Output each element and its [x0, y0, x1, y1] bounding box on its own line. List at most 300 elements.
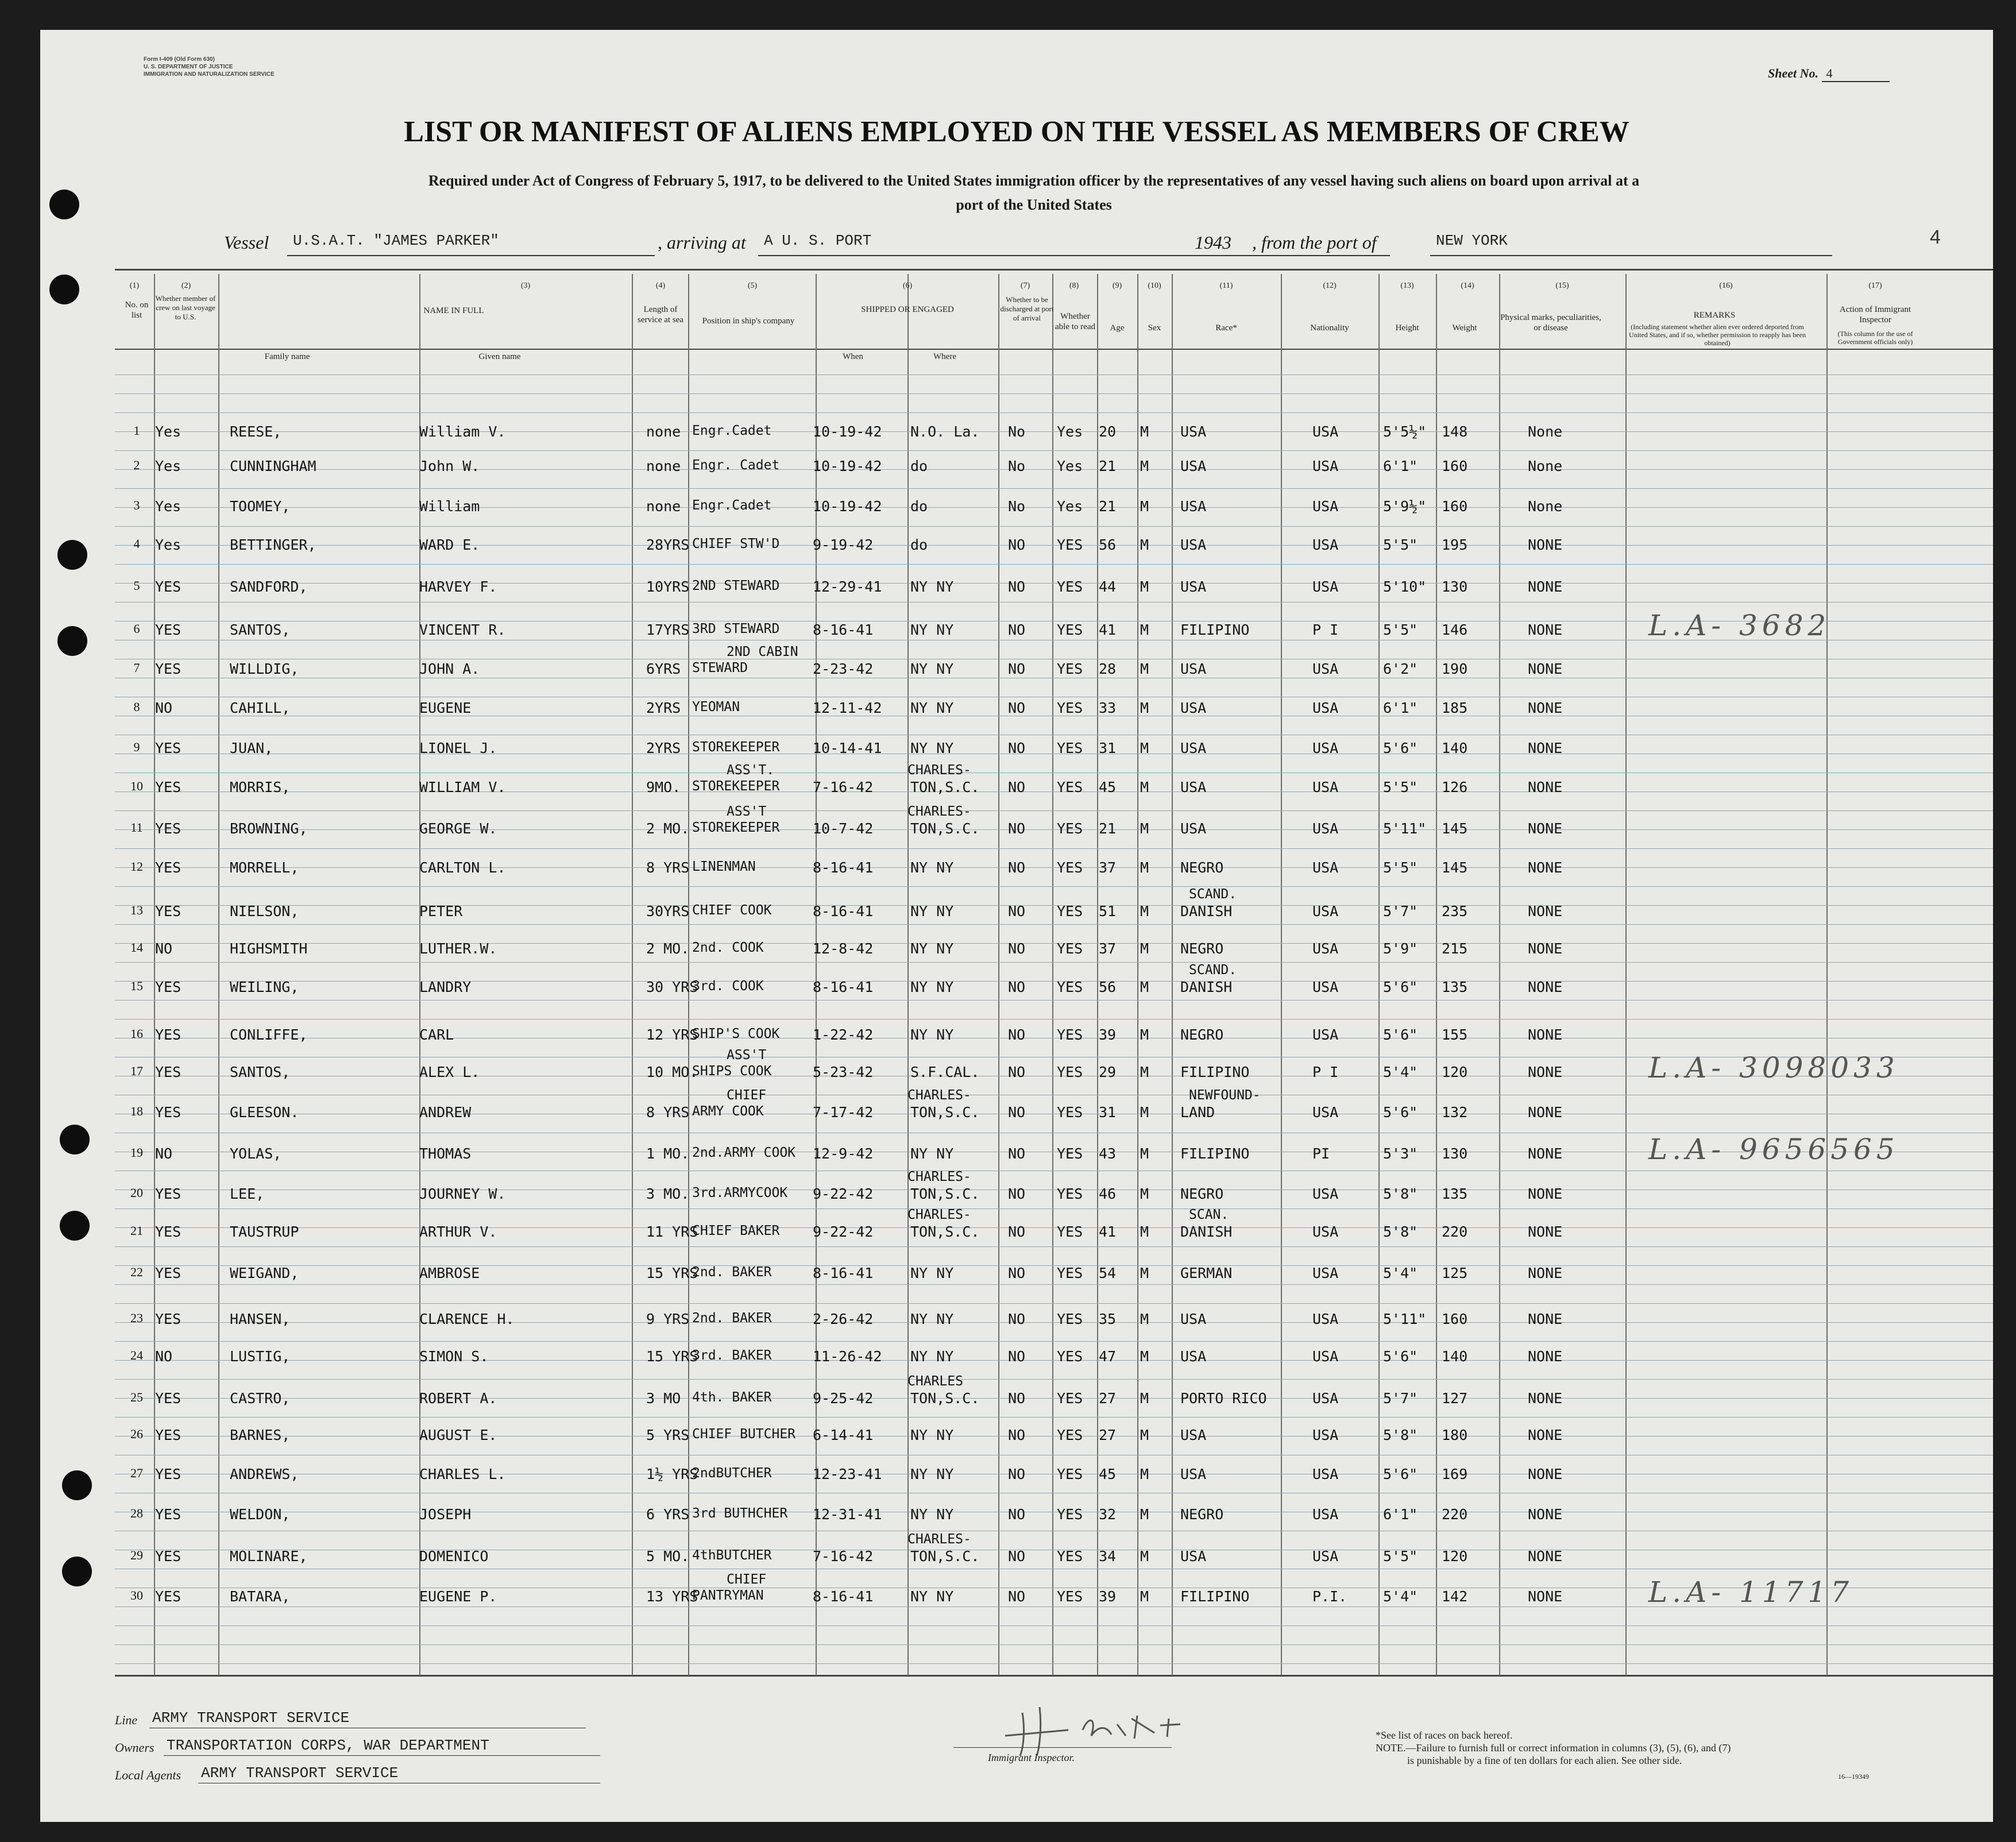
family-name: NIELSON, — [230, 903, 299, 920]
length-of-service: 1½ YRS — [646, 1466, 698, 1482]
column-number: (6) — [902, 281, 913, 290]
ruled-line — [115, 1341, 1993, 1342]
family-name: MORRIS, — [230, 779, 291, 796]
column-number: (17) — [1868, 281, 1882, 290]
shipped-when: 7-16-42 — [813, 1548, 874, 1565]
length-of-service: 15 YRS — [646, 1265, 698, 1281]
height: 5'5" — [1383, 1548, 1418, 1565]
to-be-discharged: NO — [1008, 1506, 1026, 1523]
ship-position: 2nd. BAKER — [692, 1311, 772, 1326]
row-number: 5 — [133, 578, 140, 593]
able-to-read: YES — [1057, 1588, 1083, 1605]
nationality: USA — [1312, 1390, 1339, 1407]
length-of-service: none — [646, 423, 681, 440]
shipped-where-prefix: CHARLES- — [907, 1207, 971, 1222]
crew-last-voyage: YES — [155, 578, 181, 595]
sex: M — [1140, 458, 1149, 474]
row-number: 1 — [133, 423, 140, 438]
punch-hole — [57, 626, 87, 656]
physical-marks: None — [1528, 423, 1563, 440]
ship-position: SHIPS COOK — [692, 1064, 772, 1079]
crew-last-voyage: YES — [155, 820, 181, 837]
age: 20 — [1099, 423, 1117, 440]
ruled-line — [115, 1398, 1993, 1399]
page-subtitle — [172, 169, 1895, 217]
race: USA — [1180, 1311, 1207, 1327]
inspector-underline — [953, 1747, 1172, 1748]
shipped-when: 12-29-41 — [813, 578, 882, 595]
shipped-where-prefix: CHARLES- — [907, 1169, 971, 1184]
crew-last-voyage: YES — [155, 621, 181, 638]
height: 5'11" — [1383, 820, 1427, 837]
row-number: 2 — [133, 458, 140, 472]
family-name: CAHILL, — [230, 700, 291, 716]
column-divider — [1436, 274, 1437, 1675]
column-number: (10) — [1148, 281, 1161, 290]
to-be-discharged: NO — [1008, 1466, 1026, 1482]
vessel-underline — [287, 255, 655, 256]
length-of-service: 17YRS — [646, 621, 690, 638]
weight: 155 — [1442, 1026, 1468, 1043]
race: USA — [1180, 1427, 1207, 1443]
to-be-discharged: NO — [1008, 1026, 1026, 1043]
ruled-line — [115, 791, 1993, 792]
length-of-service: 10 MO. — [646, 1064, 698, 1080]
race: USA — [1180, 700, 1207, 716]
line-label: Line — [115, 1713, 138, 1727]
height: 6'1" — [1383, 1506, 1418, 1523]
race: NEGRO — [1180, 940, 1224, 957]
able-to-read: Yes — [1057, 458, 1083, 474]
form-id-block — [144, 56, 275, 78]
crew-last-voyage: YES — [155, 979, 181, 995]
column-divider — [1499, 274, 1500, 1675]
shipped-where-prefix: CHARLES- — [907, 763, 971, 778]
column-number: (4) — [655, 281, 666, 290]
race: USA — [1180, 423, 1207, 440]
family-name: REESE, — [230, 423, 282, 440]
ruled-line — [115, 1208, 1993, 1209]
physical-marks: None — [1528, 458, 1563, 474]
given-name: EUGENE — [419, 700, 472, 716]
ruled-line — [115, 829, 1993, 830]
physical-marks: NONE — [1528, 740, 1563, 756]
height: 5'6" — [1383, 1026, 1418, 1043]
race: USA — [1180, 779, 1207, 796]
shipped-where: TON,S.C. — [910, 1390, 980, 1407]
nationality: USA — [1312, 740, 1339, 756]
weight: 160 — [1442, 498, 1468, 515]
given-name: GEORGE W. — [419, 820, 497, 837]
shipped-where-prefix: CHARLES- — [907, 804, 971, 819]
family-name: MORRELL, — [230, 859, 299, 876]
given-name: SIMON S. — [419, 1348, 489, 1365]
height: 5'6" — [1383, 1466, 1418, 1482]
height: 5'8" — [1383, 1185, 1418, 1202]
able-to-read: YES — [1057, 1466, 1083, 1482]
from-port-label: , from the port of — [1252, 232, 1377, 253]
given-name: CLARENCE H. — [419, 1311, 515, 1327]
nationality: PI — [1312, 1145, 1330, 1162]
owners-value: TRANSPORTATION CORPS, WAR DEPARTMENT — [167, 1737, 489, 1754]
handwritten-remark: L.A- 3098033 — [1648, 1051, 1899, 1084]
nationality: USA — [1312, 903, 1339, 920]
physical-marks: NONE — [1528, 700, 1563, 716]
row-number: 25 — [130, 1390, 143, 1404]
ruled-line — [115, 1360, 1993, 1361]
weight: 220 — [1442, 1506, 1468, 1523]
shipped-where: do — [910, 498, 928, 515]
length-of-service: 6 YRS — [646, 1506, 690, 1523]
ship-position-prefix: 2ND CABIN — [727, 644, 798, 659]
punch-hole — [49, 275, 79, 304]
height: 5'6" — [1383, 1348, 1418, 1365]
column-divider — [1378, 274, 1380, 1675]
col-header-action: Action of Immigrant Inspector — [1839, 305, 1911, 325]
sex: M — [1140, 1311, 1149, 1327]
weight: 146 — [1442, 621, 1468, 638]
ruled-line — [115, 810, 1993, 811]
able-to-read: YES — [1057, 1185, 1083, 1202]
col-header-given: Given name — [478, 352, 521, 361]
height: 5'8" — [1383, 1223, 1418, 1240]
ship-position: STOREKEEPER — [692, 779, 780, 794]
height: 5'4" — [1383, 1265, 1418, 1281]
crew-last-voyage: NO — [155, 1145, 173, 1162]
row-number: 4 — [133, 536, 140, 551]
nationality: USA — [1312, 940, 1339, 957]
sex: M — [1140, 423, 1149, 440]
family-name: CUNNINGHAM — [230, 458, 316, 474]
race: USA — [1180, 536, 1207, 553]
shipped-where: NY NY — [910, 661, 954, 677]
race-prefix: SCAN. — [1189, 1207, 1229, 1222]
ruled-line — [115, 545, 1993, 546]
to-be-discharged: NO — [1008, 859, 1026, 876]
race: USA — [1180, 1466, 1207, 1482]
ruled-line — [115, 1379, 1993, 1380]
given-name: LUTHER.W. — [419, 940, 497, 957]
column-divider — [154, 274, 155, 1675]
crew-last-voyage: YES — [155, 1185, 181, 1202]
ship-position: 2ndBUTCHER — [692, 1466, 772, 1481]
shipped-where: NY NY — [910, 1466, 954, 1482]
shipped-when: 8-16-41 — [813, 621, 874, 638]
shipped-where: NY NY — [910, 859, 954, 876]
shipped-when: 12-8-42 — [813, 940, 874, 957]
given-name: ARTHUR V. — [419, 1223, 497, 1240]
vessel-name: U.S.A.T. "JAMES PARKER" — [293, 232, 499, 249]
nationality: USA — [1312, 1104, 1339, 1121]
shipped-when: 9-25-42 — [813, 1390, 874, 1407]
age: 34 — [1099, 1548, 1117, 1565]
shipped-when: 11-26-42 — [813, 1348, 882, 1365]
given-name: AMBROSE — [419, 1265, 480, 1281]
ruled-line — [115, 1322, 1993, 1323]
ruled-line — [115, 943, 1993, 944]
nationality: USA — [1312, 1348, 1339, 1365]
crew-last-voyage: Yes — [155, 423, 181, 440]
inspector-label: Immigrant Inspector. — [988, 1752, 1075, 1763]
ship-position: LINENMAN — [692, 859, 756, 874]
to-be-discharged: NO — [1008, 1588, 1026, 1605]
height: 6'2" — [1383, 661, 1418, 677]
given-name: JOSEPH — [419, 1506, 472, 1523]
arriving-port: A U. S. PORT — [764, 232, 872, 249]
sex: M — [1140, 1506, 1149, 1523]
to-be-discharged: NO — [1008, 621, 1026, 638]
ruled-line — [115, 431, 1993, 432]
col-header-discharged: Whether to be discharged at port of arrival — [1000, 295, 1054, 322]
shipped-when: 8-16-41 — [813, 979, 874, 995]
height: 6'1" — [1383, 700, 1418, 716]
physical-marks: NONE — [1528, 979, 1563, 995]
column-divider — [1052, 274, 1053, 1675]
ruled-line — [115, 1265, 1993, 1266]
age: 27 — [1099, 1427, 1117, 1443]
margin-number: 4 — [1930, 226, 1941, 248]
weight: 120 — [1442, 1548, 1468, 1565]
family-name: SANDFORD, — [230, 578, 308, 595]
owners-label: Owners — [115, 1740, 155, 1755]
shipped-when: 6-14-41 — [813, 1427, 874, 1443]
physical-marks: NONE — [1528, 903, 1563, 920]
column-number: (15) — [1555, 281, 1569, 290]
race: GERMAN — [1180, 1265, 1233, 1281]
family-name: BETTINGER, — [230, 536, 316, 553]
row-number: 22 — [130, 1265, 143, 1279]
physical-marks: NONE — [1528, 536, 1563, 553]
to-be-discharged: NO — [1008, 1185, 1026, 1202]
age: 45 — [1099, 779, 1117, 796]
nationality: USA — [1312, 779, 1339, 796]
age: 44 — [1099, 578, 1117, 595]
to-be-discharged: NO — [1008, 661, 1026, 677]
sex: M — [1140, 1026, 1149, 1043]
agents-label: Local Agents — [115, 1768, 181, 1782]
race: FILIPINO — [1180, 1064, 1250, 1080]
ship-position: 2nd. BAKER — [692, 1265, 772, 1280]
ruled-line — [115, 848, 1993, 849]
family-name: WILLDIG, — [230, 661, 299, 677]
able-to-read: YES — [1057, 820, 1083, 837]
shipped-where: NY NY — [910, 578, 954, 595]
ship-position: CHIEF COOK — [692, 903, 772, 918]
column-number: (2) — [181, 281, 191, 290]
col-header-service: Length of service at sea — [638, 305, 683, 325]
to-be-discharged: NO — [1008, 1311, 1026, 1327]
shipped-when: 9-22-42 — [813, 1223, 874, 1240]
ruled-line — [115, 1644, 1993, 1645]
form-id-line: Form I-409 (Old Form 630) — [144, 56, 215, 63]
nationality: USA — [1312, 1223, 1339, 1240]
column-divider — [998, 274, 999, 1675]
race: USA — [1180, 458, 1207, 474]
shipped-when: 2-26-42 — [813, 1311, 874, 1327]
length-of-service: 28YRS — [646, 536, 690, 553]
height: 5'6" — [1383, 740, 1418, 756]
race: USA — [1180, 1348, 1207, 1365]
height: 5'5" — [1383, 779, 1418, 796]
height: 5'8" — [1383, 1427, 1418, 1443]
sex: M — [1140, 1104, 1149, 1121]
weight: 125 — [1442, 1265, 1468, 1281]
to-be-discharged: No — [1008, 498, 1026, 515]
col-header-shipped: SHIPPED OR ENGAGED — [861, 305, 954, 314]
race: NEGRO — [1180, 859, 1224, 876]
row-number: 29 — [130, 1548, 143, 1562]
shipped-when: 9-19-42 — [813, 536, 874, 553]
to-be-discharged: NO — [1008, 779, 1026, 796]
shipped-where: TON,S.C. — [910, 779, 980, 796]
length-of-service: 12 YRS — [646, 1026, 698, 1043]
column-number: (7) — [1020, 281, 1030, 290]
weight: 160 — [1442, 1311, 1468, 1327]
able-to-read: YES — [1057, 1548, 1083, 1565]
to-be-discharged: NO — [1008, 940, 1026, 957]
column-number: (1) — [129, 281, 140, 290]
sex: M — [1140, 1466, 1149, 1482]
given-name: William V. — [419, 423, 506, 440]
ship-position: STEWARD — [692, 661, 748, 675]
crew-last-voyage: YES — [155, 1548, 181, 1565]
ship-position: Engr. Cadet — [692, 458, 780, 473]
sex: M — [1140, 940, 1149, 957]
weight: 132 — [1442, 1104, 1468, 1121]
race: LAND — [1180, 1104, 1215, 1121]
ruled-line — [115, 526, 1993, 527]
col-header-age: Age — [1110, 323, 1125, 333]
age: 21 — [1099, 458, 1117, 474]
ship-position: 3RD STEWARD — [692, 621, 780, 636]
physical-marks: NONE — [1528, 1506, 1563, 1523]
shipped-where: NY NY — [910, 621, 954, 638]
length-of-service: 9 YRS — [646, 1311, 690, 1327]
length-of-service: 8 YRS — [646, 1104, 690, 1121]
to-be-discharged: NO — [1008, 1223, 1026, 1240]
crew-last-voyage: NO — [155, 940, 173, 957]
row-number: 24 — [130, 1348, 143, 1362]
family-name: SANTOS, — [230, 1064, 291, 1080]
race: NEGRO — [1180, 1026, 1224, 1043]
ruled-line — [115, 602, 1993, 603]
manifest-sheet — [40, 30, 1993, 1822]
weight: 220 — [1442, 1223, 1468, 1240]
ship-position: 2nd.ARMY COOK — [692, 1145, 796, 1160]
ruled-line — [115, 564, 1993, 565]
able-to-read: YES — [1057, 1427, 1083, 1443]
column-number: (3) — [520, 281, 531, 290]
family-name: BARNES, — [230, 1427, 291, 1443]
row-number: 11 — [130, 820, 143, 835]
height: 5'4" — [1383, 1588, 1418, 1605]
column-divider — [419, 274, 420, 1675]
family-name: WEIGAND, — [230, 1265, 299, 1281]
weight: 135 — [1442, 979, 1468, 995]
age: 31 — [1099, 740, 1117, 756]
weight: 127 — [1442, 1390, 1468, 1407]
sex: M — [1140, 1427, 1149, 1443]
sex: M — [1140, 859, 1149, 876]
to-be-discharged: NO — [1008, 1145, 1026, 1162]
nationality: P.I. — [1312, 1588, 1347, 1605]
column-number: (16) — [1719, 281, 1733, 290]
age: 27 — [1099, 1390, 1117, 1407]
nationality: USA — [1312, 458, 1339, 474]
physical-marks: NONE — [1528, 1390, 1563, 1407]
vessel-label: Vessel — [224, 232, 269, 253]
physical-marks: NONE — [1528, 1145, 1563, 1162]
weight: 195 — [1442, 536, 1468, 553]
age: 33 — [1099, 700, 1117, 716]
weight: 235 — [1442, 903, 1468, 920]
shipped-where: NY NY — [910, 1588, 954, 1605]
from-port: NEW YORK — [1436, 232, 1508, 249]
shipped-when: 10-7-42 — [813, 820, 874, 837]
column-number: (9) — [1112, 281, 1122, 290]
shipped-when: 8-16-41 — [813, 859, 874, 876]
length-of-service: 9MO. — [646, 779, 681, 796]
shipped-where: NY NY — [910, 1026, 954, 1043]
race: DANISH — [1180, 903, 1233, 920]
length-of-service: 30 YRS — [646, 979, 698, 995]
able-to-read: YES — [1057, 661, 1083, 677]
nationality: USA — [1312, 1265, 1339, 1281]
physical-marks: NONE — [1528, 1064, 1563, 1080]
ship-position: STOREKEEPER — [692, 820, 780, 835]
shipped-where-prefix: CHARLES- — [907, 1088, 971, 1103]
col-header-remarks-note: (Including statement whether alien ever ordered deported from United States, and if so, whether permission to reapply has been obtained) — [1629, 323, 1806, 347]
height: 5'9½" — [1383, 498, 1427, 515]
nationality: USA — [1312, 1026, 1339, 1043]
length-of-service: 13 YRS — [646, 1588, 698, 1605]
ship-position: Engr.Cadet — [692, 423, 772, 438]
physical-marks: NONE — [1528, 661, 1563, 677]
ship-position: 2ND STEWARD — [692, 578, 780, 593]
punch-hole — [60, 1125, 90, 1154]
arriving-underline — [758, 255, 1390, 256]
shipped-where: NY NY — [910, 940, 954, 957]
race: NEGRO — [1180, 1506, 1224, 1523]
shipped-where: NY NY — [910, 1145, 954, 1162]
able-to-read: YES — [1057, 1064, 1083, 1080]
length-of-service: 1 MO. — [646, 1145, 690, 1162]
family-name: MOLINARE, — [230, 1548, 308, 1565]
shipped-where: NY NY — [910, 1427, 954, 1443]
shipped-when: 9-22-42 — [813, 1185, 874, 1202]
shipped-where: NY NY — [910, 1265, 954, 1281]
shipped-where: NY NY — [910, 700, 954, 716]
height: 5'6" — [1383, 1104, 1418, 1121]
ship-position: YEOMAN — [692, 700, 740, 715]
weight: 130 — [1442, 1145, 1468, 1162]
height: 5'4" — [1383, 1064, 1418, 1080]
ruled-line — [115, 1019, 1993, 1020]
able-to-read: YES — [1057, 979, 1083, 995]
sheet-number — [1768, 66, 1890, 82]
ship-position: 3rd.ARMYCOOK — [692, 1185, 788, 1200]
row-number: 7 — [133, 661, 140, 675]
given-name: ANDREW — [419, 1104, 472, 1121]
row-number: 14 — [130, 940, 143, 955]
race: PORTO RICO — [1180, 1390, 1267, 1407]
height: 5'10" — [1383, 578, 1427, 595]
ship-position-prefix: CHIEF — [727, 1572, 767, 1587]
to-be-discharged: No — [1008, 423, 1026, 440]
row-number: 18 — [130, 1104, 143, 1118]
able-to-read: YES — [1057, 1223, 1083, 1240]
age: 54 — [1099, 1265, 1117, 1281]
